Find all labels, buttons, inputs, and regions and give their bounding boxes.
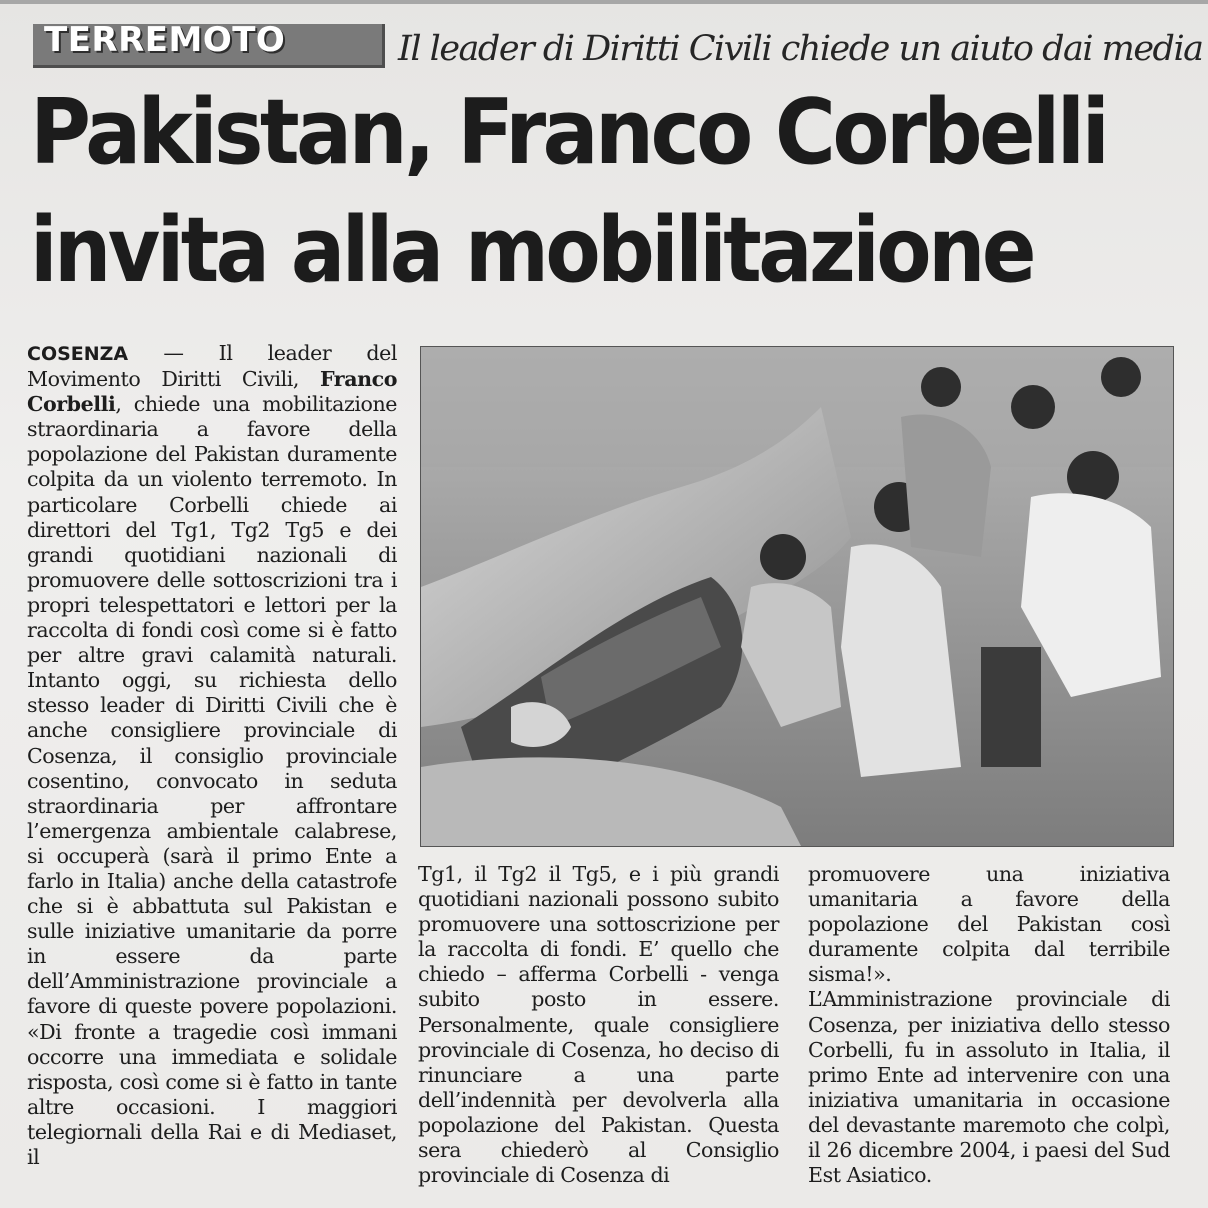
article-column-3	[808, 862, 1170, 1188]
person-name: Franco Corbelli	[27, 367, 397, 417]
person-head	[1101, 357, 1141, 397]
intro-text: Il leader del Movimento Diritti Civili,	[27, 341, 397, 392]
dateline-dash: —	[128, 341, 219, 365]
photo-illustration	[421, 347, 1173, 846]
article-subheading: Il leader di Diritti Civili chiede un aiuto dai media	[398, 29, 1203, 69]
headline-line-2: invita alla mobilitazione	[30, 198, 1033, 303]
dateline: COSENZA	[27, 343, 129, 365]
article-column-2	[418, 862, 779, 1188]
headline-line-1: Pakistan, Franco Corbelli	[30, 80, 1107, 185]
person-head	[921, 367, 961, 407]
person-head	[1011, 385, 1055, 429]
column-2-text: Tg1, il Tg2 il Tg5, e i più grandi quotidiani nazionali possono subito promuovere una sottoscrizione per la raccolta di fondi. E’ quello che chiedo – afferma Corbelli - venga subito posto in essere. Personalmente, quale consigliere provinciale di Cosenza, ho deciso di rinunciare a una parte dell’indennità per devolverla alla popolazione del Pakistan. Questa sera chiederò al Consiglio provinciale di Cosenza di	[418, 862, 779, 1188]
article-column-1	[27, 341, 397, 1170]
top-rule	[0, 0, 1208, 4]
column-3-text-1: promuovere una iniziativa umanitaria a favore della popolazione del Pakistan così duramente colpita dal terribile sisma!».	[808, 862, 1170, 987]
column-1-text: , chiede una mobilitazione straordinaria a favore della popolazione del Pakistan duramente colpita da un violento terremoto. In particolare Corbelli chiede ai direttori del Tg1, Tg2 Tg5 e dei grandi quotidiani nazionali di promuovere delle sottoscrizioni tra i propri telespettatori e lettori per la raccolta di fondi così come si è fatto per altre gravi calamità naturali. Intanto oggi, su richiesta dello stesso leader di Diritti Civili che è anche consigliere provinciale di Cosenza, il consiglio provinciale cosentino, convocato in seduta straordinaria per affrontare l’emergenza ambientale calabrese, si occuperà (sarà il primo Ente a farlo in Italia) anche della catastrofe che si è abbattuta sul Pakistan e sulle iniziative umanitarie da porre in essere da parte dell’Amministrazione provinciale a favore di queste povere popolazioni. «Di fronte a tragedie così immani occorre una immediata e solidale risposta, così come si è fatto in tante altre occasioni. I maggiori telegiornali della Rai e di Mediaset, il	[27, 392, 397, 1169]
column-3-text-2: L’Amministrazione provinciale di Cosenza, per iniziativa dello stesso Corbelli, fu in assoluto in Italia, il primo Ente ad intervenire con una iniziativa umanitaria in occasione del devastante maremoto che colpì, il 26 dicembre 2004, i paesi del Sud Est Asiatico.	[808, 987, 1170, 1188]
news-photo	[420, 346, 1174, 847]
section-kicker: TERREMOTO	[44, 20, 286, 60]
article-paragraph-1	[27, 341, 397, 1170]
person-head	[760, 534, 806, 580]
